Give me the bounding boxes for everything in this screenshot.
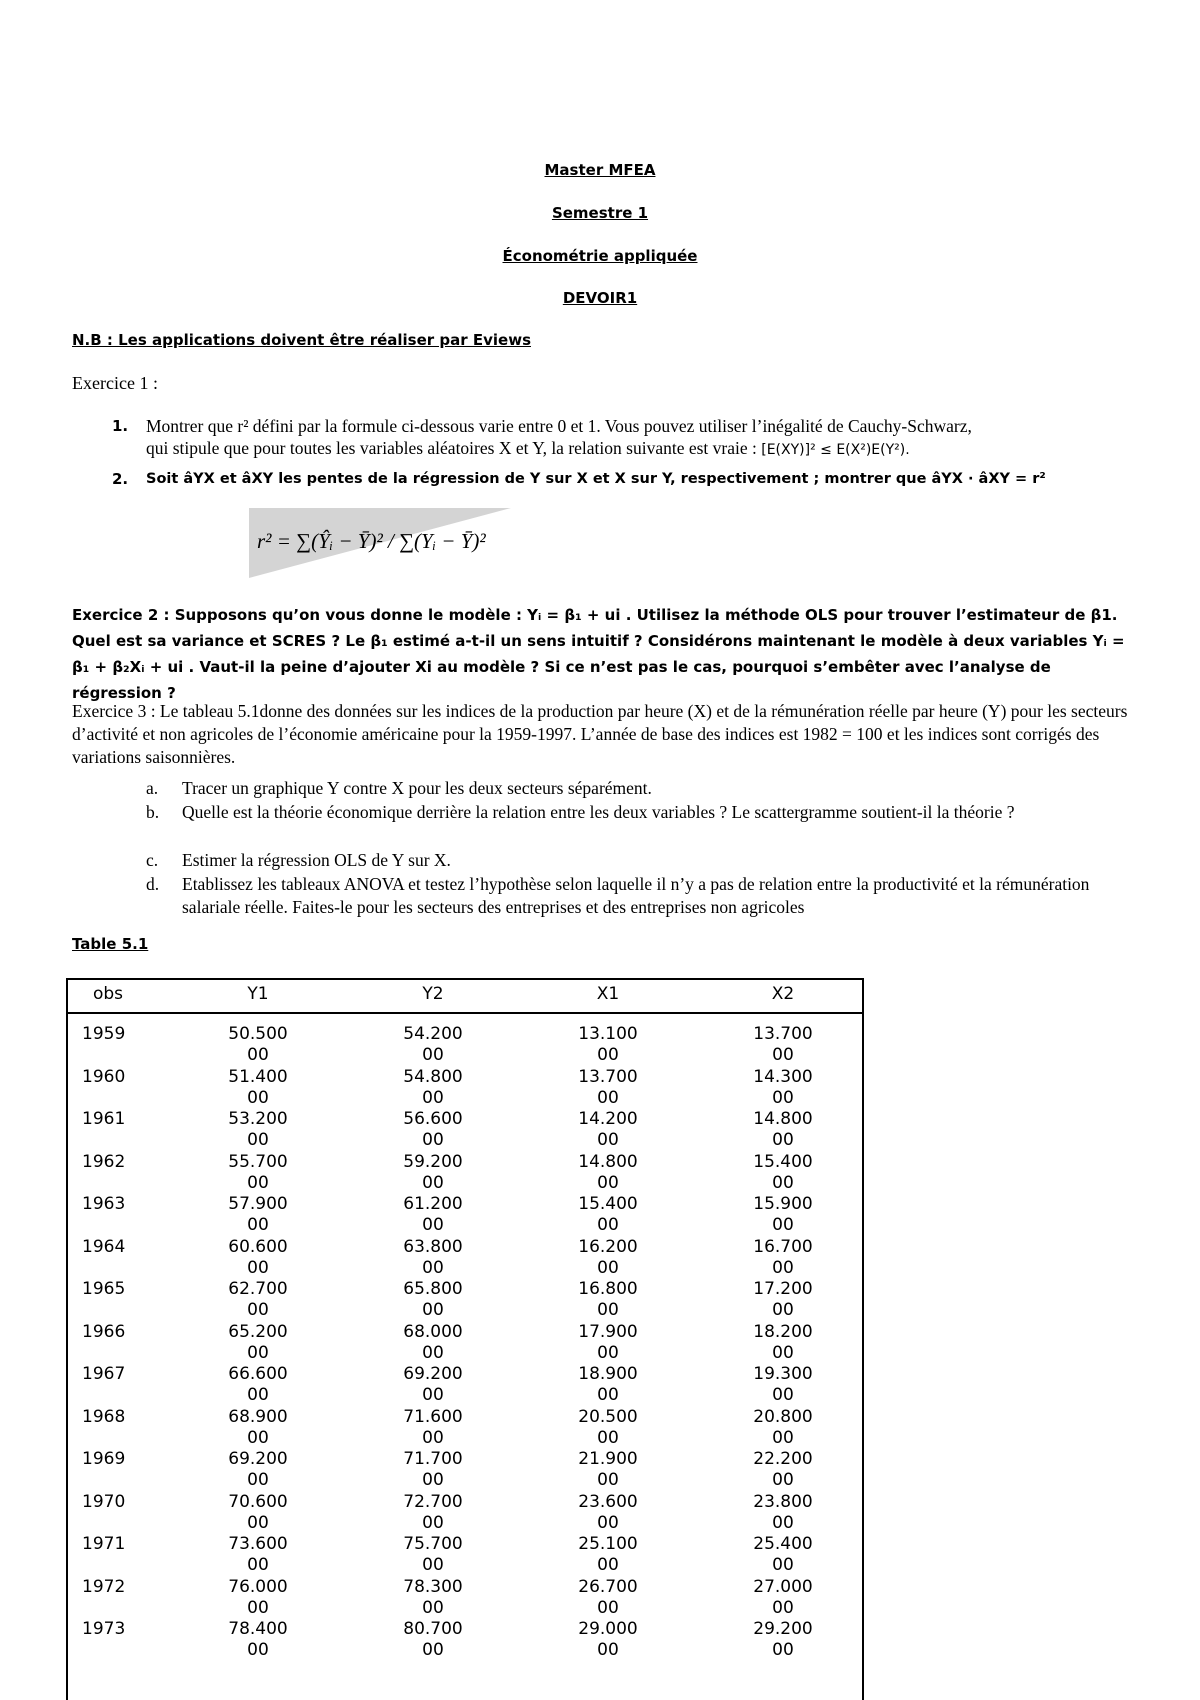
cell-x2 (723, 1619, 843, 1661)
cell-value: 14.800 (753, 1109, 813, 1129)
cell-value-wrap: 00 (597, 1385, 619, 1405)
cell-value-wrap: 00 (772, 1257, 794, 1278)
cell-value: 14.300 (753, 1066, 813, 1087)
cell-value: 17.900 (578, 1321, 638, 1342)
cell-y2 (373, 1492, 493, 1534)
column-header-y2: Y2 (422, 984, 444, 1004)
cell-y1 (198, 1619, 318, 1661)
cell-value-wrap: 00 (597, 1130, 619, 1150)
cell-value-wrap: 00 (597, 1215, 619, 1235)
cell-value-wrap: 00 (597, 1300, 619, 1320)
cell-obs: 1962 (82, 1151, 126, 1172)
cell-value: 16.200 (578, 1236, 638, 1257)
cell-value-wrap: 00 (422, 1385, 444, 1405)
cell-value: 65.800 (403, 1279, 463, 1299)
cell-y2 (373, 1534, 493, 1576)
cell-x2 (723, 1577, 843, 1619)
cell-x1 (548, 1237, 668, 1279)
cell-value: 78.300 (403, 1576, 463, 1597)
cell-obs: 1967 (82, 1364, 126, 1384)
cell-value-wrap: 00 (247, 1470, 269, 1490)
cell-y2 (373, 1449, 493, 1491)
cell-value: 17.200 (753, 1279, 813, 1299)
cell-y2 (373, 1322, 493, 1364)
cell-value-wrap: 00 (422, 1172, 444, 1193)
cell-value: 21.900 (578, 1449, 638, 1469)
cell-value: 50.500 (228, 1024, 288, 1044)
cell-obs: 1965 (82, 1279, 126, 1299)
cell-value-wrap: 00 (247, 1257, 269, 1278)
cell-x1 (548, 1364, 668, 1406)
cell-x2 (723, 1237, 843, 1279)
cell-y2 (373, 1407, 493, 1449)
cell-obs: 1973 (82, 1619, 126, 1639)
exercise1-title: Exercice 1 : (72, 373, 158, 393)
cell-value-wrap: 00 (597, 1640, 619, 1660)
cell-value: 61.200 (403, 1194, 463, 1214)
cell-value: 71.600 (403, 1406, 463, 1427)
cell-value-wrap: 00 (772, 1130, 794, 1150)
cell-obs: 1963 (82, 1194, 126, 1214)
cell-x1 (548, 1279, 668, 1321)
cell-value-wrap: 00 (247, 1342, 269, 1363)
cell-obs: 1960 (82, 1066, 126, 1087)
cell-value: 14.200 (578, 1109, 638, 1129)
cell-value-wrap: 00 (597, 1087, 619, 1108)
table-header (68, 980, 862, 1014)
formula-image (245, 504, 515, 582)
cell-y1 (198, 1534, 318, 1576)
cell-value: 19.300 (753, 1364, 813, 1384)
cell-value: 25.100 (578, 1534, 638, 1554)
cell-value: 66.600 (228, 1364, 288, 1384)
r-squared-formula (245, 504, 515, 582)
table-row (68, 1279, 862, 1321)
item-text-line1: Montrer que r² défini par la formule ci-dessous varie entre 0 et 1. Vous pouvez utiliser l’inégalité de Cauchy-Schwarz, (146, 416, 972, 436)
header-semester: Semestre 1 (551, 204, 649, 222)
cell-value-wrap: 00 (422, 1555, 444, 1575)
cell-value: 53.200 (228, 1109, 288, 1129)
cell-value: 57.900 (228, 1194, 288, 1214)
cell-y1 (198, 1067, 318, 1109)
cell-value: 23.800 (753, 1491, 813, 1512)
cell-value-wrap: 00 (772, 1215, 794, 1235)
cell-value-wrap: 00 (422, 1045, 444, 1065)
table-row (68, 1449, 862, 1491)
cell-value: 68.000 (403, 1321, 463, 1342)
cell-x1 (548, 1577, 668, 1619)
cell-value: 15.400 (578, 1194, 638, 1214)
cell-value-wrap: 00 (772, 1300, 794, 1320)
table-row (68, 1577, 862, 1619)
cell-y2 (373, 1152, 493, 1194)
cell-value: 73.600 (228, 1534, 288, 1554)
cell-value-wrap: 00 (422, 1512, 444, 1533)
cell-value-wrap: 00 (247, 1512, 269, 1533)
exercise1-item-1 (112, 415, 1132, 465)
cell-y1 (198, 1492, 318, 1534)
cell-value-wrap: 00 (247, 1597, 269, 1618)
cell-y2 (373, 1619, 493, 1661)
cell-value: 14.800 (578, 1151, 638, 1172)
cell-value-wrap: 00 (247, 1555, 269, 1575)
cell-value-wrap: 00 (772, 1597, 794, 1618)
cell-x2 (723, 1279, 843, 1321)
cell-value-wrap: 00 (422, 1640, 444, 1660)
table-row (68, 1322, 862, 1364)
cell-obs: 1966 (82, 1321, 126, 1342)
cell-x1 (548, 1194, 668, 1236)
cell-value-wrap: 00 (597, 1045, 619, 1065)
cell-y2 (373, 1194, 493, 1236)
cell-x2 (723, 1364, 843, 1406)
item-text-line2: qui stipule que pour toutes les variables aléatoires X et Y, la relation suivante est vraie : (146, 438, 757, 458)
cell-value: 69.200 (228, 1449, 288, 1469)
cell-y2 (373, 1067, 493, 1109)
nb-note: N.B : Les applications doivent être réaliser par Eviews (72, 331, 531, 349)
cell-value: 76.000 (228, 1576, 288, 1597)
exercise2: Exercice 2 : Supposons qu’on vous donne le modèle : Yᵢ = β₁ + ui . Utilisez la méthode OLS pour trouver l’estimateur de β1. Quel est sa variance et SCRES ? Le β₁ estimé a-t-il un sens intuitif ? Considérons maintenant le modèle à deux variables Yᵢ = β₁ + β₂Xᵢ + ui . Vaut-il la peine d’ajouter Xi au modèle ? Si ce n’est pas le cas, pourquoi s’embêter avec l’analyse de régression ? (72, 606, 1125, 702)
table-row (68, 1364, 862, 1406)
cell-obs: 1972 (82, 1576, 126, 1597)
cell-value: 60.600 (228, 1236, 288, 1257)
table-row (68, 1534, 862, 1576)
table-title: Table 5.1 (72, 935, 149, 953)
cell-value-wrap: 00 (772, 1385, 794, 1405)
cell-y1 (198, 1152, 318, 1194)
exercise3-intro: Exercice 3 : Le tableau 5.1donne des données sur les indices de la production par heure (X) et de la rémunération réelle par heure (Y) pour les secteurs d’activité et non agricoles de l’économie américaine pour la 1959-1997. L’année de base des indices est 1982 = 100 et les indices sont corrigés des variations saisonnières. (72, 701, 1128, 767)
cell-value: 80.700 (403, 1619, 463, 1639)
cell-value: 22.200 (753, 1449, 813, 1469)
column-header-y1: Y1 (247, 984, 269, 1004)
cell-value: 59.200 (403, 1151, 463, 1172)
cell-value-wrap: 00 (597, 1555, 619, 1575)
cell-value-wrap: 00 (772, 1512, 794, 1533)
cell-obs: 1959 (82, 1024, 126, 1044)
cell-y1 (198, 1322, 318, 1364)
cell-value: 63.800 (403, 1236, 463, 1257)
cell-obs: 1971 (82, 1534, 126, 1554)
cell-y2 (373, 1109, 493, 1151)
cell-value: 26.700 (578, 1576, 638, 1597)
cell-value-wrap: 00 (247, 1087, 269, 1108)
cell-y1 (198, 1577, 318, 1619)
cell-value: 55.700 (228, 1151, 288, 1172)
cell-value-wrap: 00 (772, 1172, 794, 1193)
cell-x1 (548, 1619, 668, 1661)
cell-value: 16.800 (578, 1279, 638, 1299)
cell-value-wrap: 00 (247, 1215, 269, 1235)
cell-value-wrap: 00 (597, 1427, 619, 1448)
cell-value-wrap: 00 (422, 1215, 444, 1235)
data-table (66, 978, 864, 1700)
cell-value-wrap: 00 (422, 1130, 444, 1150)
cell-value: 20.500 (578, 1406, 638, 1427)
cell-value: 16.700 (753, 1236, 813, 1257)
cell-value-wrap: 00 (422, 1257, 444, 1278)
cell-x1 (548, 1067, 668, 1109)
cell-value: 29.000 (578, 1619, 638, 1639)
cell-x2 (723, 1109, 843, 1151)
cell-value: 29.200 (753, 1619, 813, 1639)
cell-x2 (723, 1067, 843, 1109)
cell-y1 (198, 1407, 318, 1449)
header-course: Économétrie appliquée (502, 247, 698, 265)
cell-value: 13.100 (578, 1024, 638, 1044)
cell-value-wrap: 00 (772, 1342, 794, 1363)
cell-value: 15.900 (753, 1194, 813, 1214)
table-row (68, 1194, 862, 1236)
cell-value: 54.800 (403, 1066, 463, 1087)
cell-value-wrap: 00 (597, 1512, 619, 1533)
cell-value: 13.700 (753, 1024, 813, 1044)
cell-value: 65.200 (228, 1321, 288, 1342)
table-row (68, 1024, 862, 1066)
table-row (68, 1237, 862, 1279)
cell-value-wrap: 00 (247, 1640, 269, 1660)
table-row (68, 1109, 862, 1151)
cell-value-wrap: 00 (422, 1342, 444, 1363)
cell-obs: 1968 (82, 1406, 126, 1427)
cell-x2 (723, 1194, 843, 1236)
cell-x1 (548, 1534, 668, 1576)
formula-text: r² = ∑(Ŷᵢ − Ȳ)² / ∑(Yᵢ − Ȳ)² (257, 529, 486, 553)
cell-value: 18.200 (753, 1321, 813, 1342)
cell-y1 (198, 1364, 318, 1406)
cell-x1 (548, 1109, 668, 1151)
cell-value: 70.600 (228, 1491, 288, 1512)
cell-y2 (373, 1279, 493, 1321)
table-row (68, 1619, 862, 1661)
cell-x2 (723, 1024, 843, 1066)
cauchy-schwarz-inequality: [E(XY)]² ≤ E(X²)E(Y²). (761, 442, 910, 458)
cell-y2 (373, 1237, 493, 1279)
cell-y1 (198, 1109, 318, 1151)
cell-value-wrap: 00 (772, 1555, 794, 1575)
cell-value: 15.400 (753, 1151, 813, 1172)
cell-value: 54.200 (403, 1024, 463, 1044)
cell-value-wrap: 00 (247, 1130, 269, 1150)
table-row (68, 1407, 862, 1449)
cell-value-wrap: 00 (597, 1597, 619, 1618)
cell-value-wrap: 00 (422, 1087, 444, 1108)
cell-y1 (198, 1279, 318, 1321)
cell-x2 (723, 1152, 843, 1194)
cell-value-wrap: 00 (247, 1427, 269, 1448)
cell-value: 75.700 (403, 1534, 463, 1554)
cell-y1 (198, 1237, 318, 1279)
column-header-x1: X1 (596, 984, 620, 1004)
cell-obs: 1969 (82, 1449, 126, 1469)
table-row (68, 1152, 862, 1194)
cell-value-wrap: 00 (247, 1045, 269, 1065)
cell-obs: 1970 (82, 1491, 126, 1512)
cell-value: 62.700 (228, 1279, 288, 1299)
cell-y1 (198, 1024, 318, 1066)
cell-value: 23.600 (578, 1491, 638, 1512)
cell-value-wrap: 00 (247, 1172, 269, 1193)
column-header-obs: obs (92, 984, 124, 1004)
exercise1-item-2 (112, 468, 1132, 494)
cell-value: 20.800 (753, 1406, 813, 1427)
cell-value: 69.200 (403, 1364, 463, 1384)
cell-value-wrap: 00 (597, 1172, 619, 1193)
cell-value: 13.700 (578, 1066, 638, 1087)
cell-value-wrap: 00 (772, 1045, 794, 1065)
cell-obs: 1964 (82, 1236, 126, 1257)
cell-value: 56.600 (403, 1109, 463, 1129)
cell-value-wrap: 00 (597, 1257, 619, 1278)
cell-value: 51.400 (228, 1066, 288, 1087)
item-text: Soit âYX et âXY les pentes de la régression de Y sur X et X sur Y, respectivement ; montrer que âYX · âXY = r² (146, 471, 1046, 487)
cell-x1 (548, 1492, 668, 1534)
cell-x2 (723, 1407, 843, 1449)
cell-y2 (373, 1024, 493, 1066)
cell-obs: 1961 (82, 1109, 126, 1129)
cell-value-wrap: 00 (772, 1087, 794, 1108)
cell-x2 (723, 1449, 843, 1491)
cell-value: 78.400 (228, 1619, 288, 1639)
cell-value: 18.900 (578, 1364, 638, 1384)
table-row (68, 1492, 862, 1534)
cell-value-wrap: 00 (422, 1427, 444, 1448)
cell-x2 (723, 1534, 843, 1576)
item-number: 1. (112, 417, 129, 435)
column-header-x2: X2 (771, 984, 795, 1004)
cell-y2 (373, 1364, 493, 1406)
cell-value-wrap: 00 (422, 1300, 444, 1320)
cell-y1 (198, 1194, 318, 1236)
cell-value-wrap: 00 (772, 1640, 794, 1660)
cell-x1 (548, 1407, 668, 1449)
cell-value-wrap: 00 (247, 1385, 269, 1405)
cell-x1 (548, 1449, 668, 1491)
cell-x1 (548, 1024, 668, 1066)
item-number: 2. (112, 470, 129, 488)
cell-y1 (198, 1449, 318, 1491)
cell-value-wrap: 00 (597, 1470, 619, 1490)
cell-value: 27.000 (753, 1576, 813, 1597)
cell-x1 (548, 1152, 668, 1194)
cell-value-wrap: 00 (247, 1300, 269, 1320)
cell-value-wrap: 00 (597, 1342, 619, 1363)
cell-value-wrap: 00 (772, 1427, 794, 1448)
cell-value-wrap: 00 (422, 1470, 444, 1490)
cell-value: 71.700 (403, 1449, 463, 1469)
cell-x2 (723, 1492, 843, 1534)
table-row (68, 1067, 862, 1109)
cell-value: 68.900 (228, 1406, 288, 1427)
header-assignment: DEVOIR1 (562, 289, 638, 307)
document-page: Master MFEA Semestre 1 Économétrie appliquée DEVOIR1 N.B : Les applications doivent être réaliser par Eviews Exercice 1 : 1. Montrer que r² défini par la formule ci-dessous varie entre 0 et 1. Vous pouvez utiliser l’inégalité de Cauchy-Schwarz, qui stipule que pour toutes les variables aléatoires X et Y, la relation suivante est vraie : [E(XY)]² ≤ E(X²)E(Y²). 2. Soit âYX et âXY les pentes de la régression de Y sur X et X sur Y, respectivement ; montrer que âYX · âXY = r² r² = ∑(Ŷᵢ − Ȳ)² / ∑(Yᵢ − Ȳ)² Exercice 2 : Supposons qu’on vous donne le modèle : Yᵢ = β₁ + ui . Utilisez la méthode OLS pour trouver l’estimateur de β1. Quel est sa variance et SCRES ? Le β₁ estimé a-t-il un sens intuitif ? Considérons maintenant le modèle à deux variables Yᵢ = β₁ + β₂Xᵢ + ui . Vaut-il la peine d’ajouter Xi au modèle ? Si ce n’est pas le cas, pourquoi s’embêter avec l’analyse de régression ? Exercice 3 : Le tableau 5.1donne des données sur les indices de la production par heure (X) et de la rémunération réelle par heure (Y) pour les secteurs d’activité et non agricoles de l’économie américaine pour la 1959-1997. L’année de base des indices est 1982 = 100 et les indices sont corrigés des variations saisonnières. a. Tracer un graphique Y contre X pour les deux secteurs séparément. b. Quelle est la théorie économique derrière la relation entre les deux variables ? Le scattergramme soutient-il la théorie ? c. Estimer la régression OLS de Y sur X. d. Etablissez les tableaux ANOVA et testez l’hypothèse selon laquelle il n’y a pas de relation entre la productivité et la rémunération salariale réelle. Faites-le pour les secteurs des entreprises et des entreprises non agricoles Table 5.1 obs Y1 Y2 X1 X2 1959 50.500 00 54.200 00 13.100 00 13.700 00 1960 51.400 00 54.800 00 13.700 00 14.300 00 1961 53.200 00 56.600 00 14.200 00 14.800 00 1962 55.700 00 59.200 00 14.800 00 15.400 00 1963 57.900 00 61.200 00 15.400 00 15.900 00 1964 60.600 00 63.800 00 16.200 00 16.700 00 1965 62.700 00 65.800 00 16.800 00 17.200 00 1966 65.200 00 68.000 00 17.900 00 18.200 00 1967 66.600 00 69.200 00 18.900 00 19.300 00 1968 68.900 00 71.600 00 20.500 00 20.800 00 1969 69.200 00 71.700 00 21.900 00 22.200 00 1970 70.600 00 72.700 00 23.600 00 23.800 00 1971 73.600 00 75.700 00 25.100 00 25.400 00 1972 76.000 00 78.300 00 26.700 00 27.000 00 1973 78.400 00 80.700 00 29.000 00 29.200 00 (0, 0, 1200, 1698)
cell-value: 25.400 (753, 1534, 813, 1554)
cell-x1 (548, 1322, 668, 1364)
header-program: Master MFEA (544, 161, 656, 179)
cell-value-wrap: 00 (772, 1470, 794, 1490)
cell-x2 (723, 1322, 843, 1364)
cell-y2 (373, 1577, 493, 1619)
cell-value: 72.700 (403, 1491, 463, 1512)
cell-value-wrap: 00 (422, 1597, 444, 1618)
